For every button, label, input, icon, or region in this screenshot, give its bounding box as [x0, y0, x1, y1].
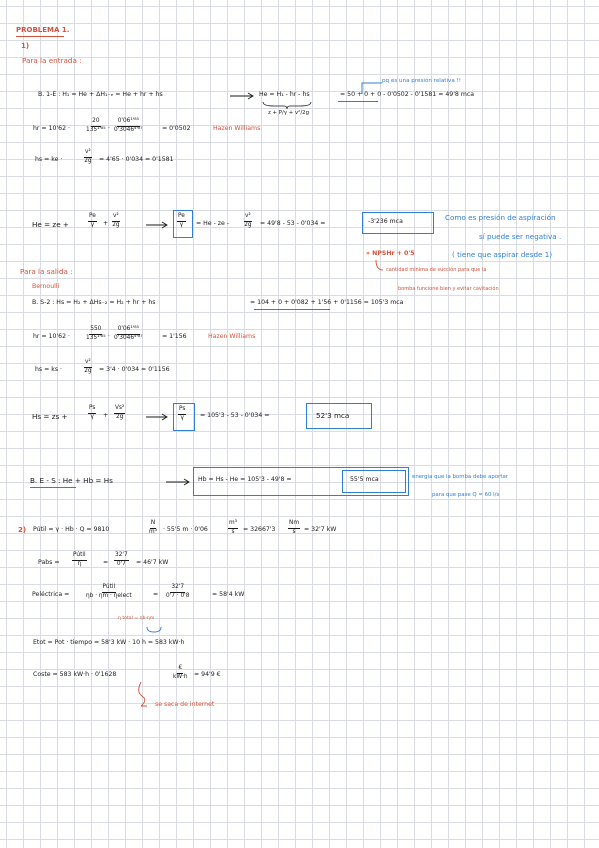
he-full-plus: + [103, 220, 109, 227]
he-full-frac1: $\frac{Pe}{\gamma}$ [89, 213, 96, 228]
pelec-frac1: Pútil ηb · ηm · ηelect [86, 584, 132, 599]
bomba-note-1: energía que la bomba debe aportar [412, 474, 508, 480]
title-underline [16, 36, 64, 37]
putil-mid: · 55'5 m · 0'06 [163, 526, 208, 533]
he-underline [338, 101, 378, 102]
side-note-1: Como es presión de aspiración [445, 213, 556, 222]
right-arrow-icon [146, 413, 170, 421]
brace-up-icon [146, 626, 162, 634]
hs-full-plus: + [103, 412, 109, 419]
he-eq-b: = 50 + 0 + 0 - 0'0502 - 0'1581 = 49'8 mca [340, 91, 475, 98]
entrada-main-eq: B. 1-E : H₁ = He + ΔH₁₋ₑ = He + hr + hs [38, 91, 163, 98]
hs-full-lhs: Hs = zs + [32, 412, 68, 421]
right-arrow-icon [166, 478, 192, 486]
putil-unit1: $\frac{N}{\text{m³}}$ [149, 520, 157, 535]
hs-salida-lhs: hs = ks · [35, 366, 63, 373]
page-title: PROBLEMA 1. [16, 26, 70, 34]
hr-entrada-rhs: = 0'0502 [162, 125, 191, 132]
right-arrow-icon [146, 221, 170, 229]
coste-unit: € kW·h [173, 665, 188, 680]
putil-unit3: $\frac{Nm}{s}$ [289, 520, 299, 535]
min-note-1: cantidad mínima de succión para que la [386, 267, 487, 273]
ps-result: 52'3 mca [316, 411, 350, 420]
hs-salida-frac: $\frac{\text{v²}}{2g}$ [84, 359, 92, 374]
salida-main-rhs: = 104 + 0 + 0'082 + 1'56 + 0'1156 = 105'3 mca [250, 299, 404, 306]
hr-entrada-dot: · [108, 125, 110, 132]
hb-eq: Hb = Hs - He = 105'3 - 49'8 = [198, 476, 292, 483]
he-eq-a: He = H₁ - hr - hs [259, 91, 310, 98]
pe-rhs-b: = 49'8 - 53 - 0'034 = [260, 220, 326, 227]
pe-frac: $\frac{Pe}{\gamma}$ [178, 213, 185, 228]
hs-salida-rhs: = 3'4 · 0'034 = 0'1156 [99, 366, 170, 373]
ps-frac: $\frac{Ps}{\gamma}$ [179, 406, 186, 421]
eta-note: η total = ηb·ηm [118, 616, 155, 621]
salida-heading: Para la salida : [20, 267, 73, 276]
pabs-eq: = [103, 559, 109, 566]
coste-note: se saca de internet [155, 701, 215, 708]
hs-entrada-rhs: = 4'65 · 0'034 = 0'1581 [99, 156, 174, 163]
npsh-note: ( tiene que aspirar desde 1) [452, 250, 553, 259]
pelec-rhs: = 58'4 kW [212, 591, 245, 598]
hr-salida-method: Hazen Williams [208, 333, 256, 340]
hr-entrada-lhs: hr = 10'62 · [33, 125, 70, 132]
putil-end: = 32'7 kW [304, 526, 337, 533]
coste-lhs: Coste = 583 kW·h · 0'1628 [33, 671, 117, 678]
putil-mid2: = 32667'3 [243, 526, 276, 533]
hr-entrada-frac1: $\frac{20}{\text{135¹'⁸⁵}}$ [86, 118, 106, 133]
putil-unit2: $\frac{\text{m³}}{s}$ [229, 520, 237, 535]
hs-full-frac2: $\frac{\text{Vs²}}{2g}$ [115, 405, 125, 420]
hr-salida-lhs: hr = 10'62 · [33, 333, 70, 340]
pabs-frac1: Pútil η [73, 552, 86, 567]
putil-lhs: Pútil = γ · Hb · Q = 9810 [33, 526, 110, 533]
coste-rhs: = 94'9 € [194, 671, 221, 678]
pabs-frac2: $\frac{32'7}{0'7}$ [115, 552, 128, 567]
hr-entrada-method: Hazen Williams [213, 125, 261, 132]
etot-eq: Etot = Pot · tiempo = 58'3 kW · 10 h = 583 kW·h [33, 639, 185, 646]
part2-label: 2) [18, 526, 27, 534]
bomba-eq-lhs: B. E - S : He + Hb = Hs [30, 476, 113, 485]
bomba-note-2: para que pase Q = 60 l/s [432, 492, 500, 498]
hr-salida-frac2: $\frac{\text{0'06¹'⁸⁵}}{\text{0'3046⁴'⁸⁷}}$ [114, 326, 143, 341]
hs-entrada-frac: $\frac{\text{v²}}{2g}$ [84, 149, 92, 164]
hs-full-frac1: $\frac{Ps}{\gamma}$ [89, 405, 96, 420]
hs-entrada-lhs: hs = ke · [35, 156, 63, 163]
pabs-rhs: = 46'7 kW [136, 559, 169, 566]
pelec-eq: = [153, 591, 159, 598]
salida-main-eq: B. S-2 : Hs = H₂ + ΔHs₋₂ = H₂ + hr + hs [32, 299, 156, 306]
brace-icon [262, 101, 312, 109]
side-note-2: sí puede ser negativa . [479, 232, 562, 241]
pelec-lhs: Peléctrica = [32, 591, 70, 598]
pe-rhs-frac: $\frac{\text{v²}}{2g}$ [244, 213, 252, 228]
min-note-2: bomba funcione bien y evitar cavitación [398, 286, 499, 292]
right-arrow-icon [230, 92, 256, 100]
pelec-frac2: $\frac{32'7}{0'7 \cdot 0'8}$ [166, 584, 190, 599]
hb-result: 55'5 mca [350, 476, 379, 483]
pe-result: -3'236 mca [368, 218, 403, 225]
curve-arrow-icon [374, 260, 384, 274]
hr-salida-frac1: $\frac{550}{\text{135¹'⁸⁵}}$ [86, 326, 106, 341]
bomba-underline [30, 487, 76, 488]
hr-salida-dot: · [108, 333, 110, 340]
entrada-heading: Para la entrada : [22, 56, 82, 65]
he-full-lhs: He = ze + [32, 220, 69, 229]
npsh-label: » NPSHr + 0'5 [366, 250, 415, 257]
part1-label: 1) [21, 42, 30, 50]
he-full-frac2: $\frac{\text{v²}}{2g}$ [112, 213, 120, 228]
pabs-lhs: Pabs = [38, 559, 60, 566]
curve-arrow-icon [138, 682, 152, 708]
pressure-note: pq es una presión relativa !! [382, 78, 462, 84]
hr-entrada-frac2: $\frac{\text{0'06¹'⁸⁵}}{\text{0'3046⁴'⁸⁷}}$ [114, 118, 143, 133]
pe-rhs-a: = He - ze - [196, 220, 230, 227]
ps-rhs: = 105'3 - 53 - 0'034 = [200, 412, 270, 419]
hr-salida-rhs: = 1'156 [162, 333, 187, 340]
h1-terms: z + P/γ + v²/2g [268, 110, 309, 116]
bernoulli-label: Bernoulli [32, 283, 60, 290]
salida-underline [254, 309, 330, 310]
